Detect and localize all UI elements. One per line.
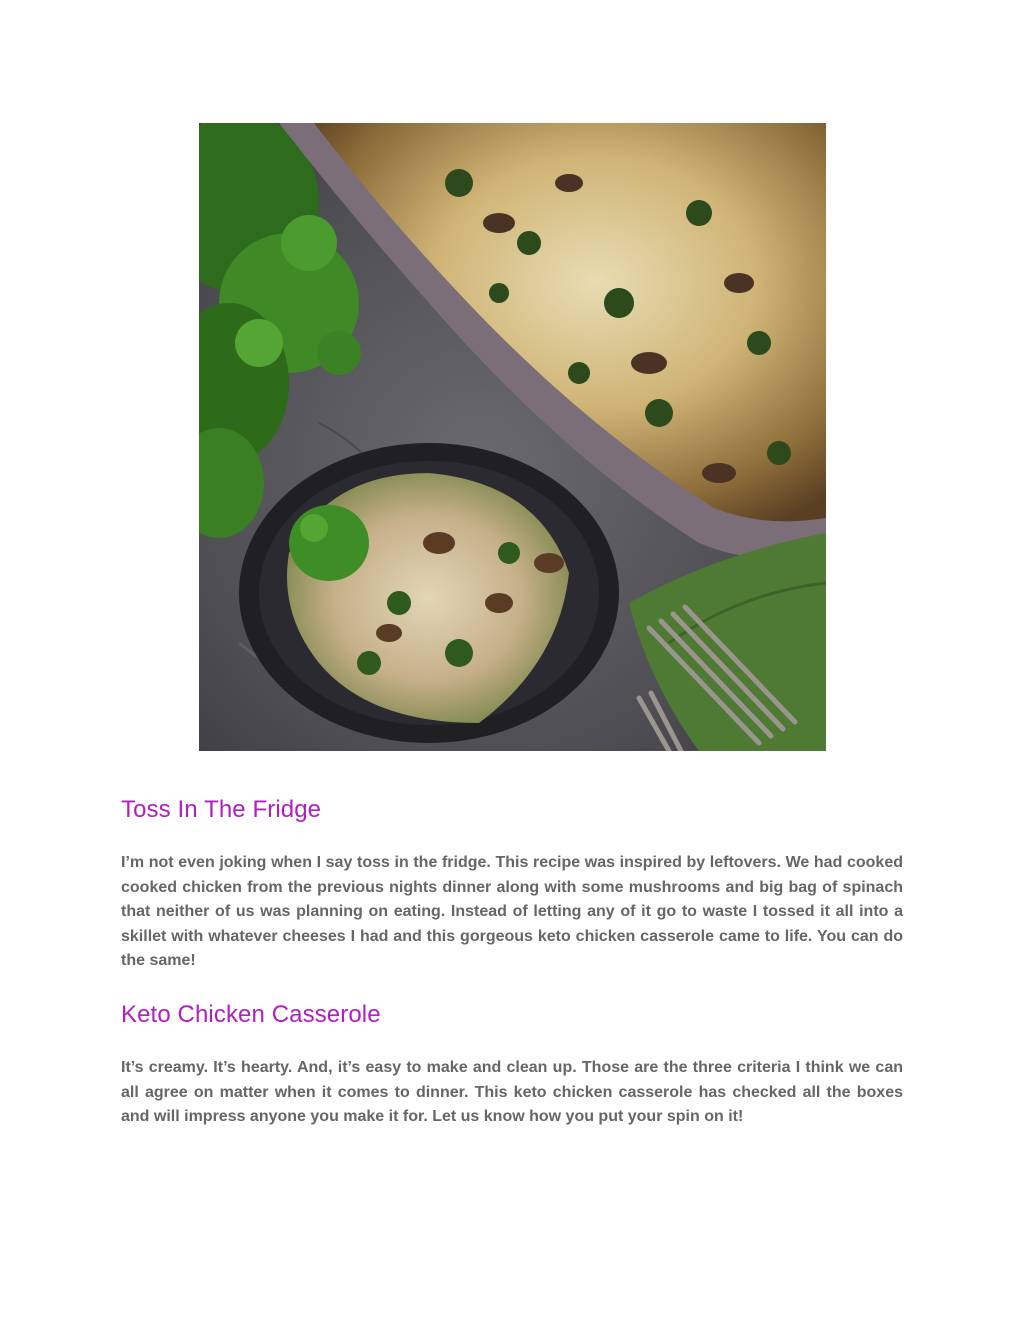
section-heading: Toss In The Fridge bbox=[121, 796, 322, 823]
casserole-photo bbox=[199, 123, 826, 751]
section-heading: Keto Chicken Casserole bbox=[121, 1001, 381, 1028]
section-body: I’m not even joking when I say toss in the fridge. This recipe was inspired by leftovers. We had cooked cooked chicken from the previous nights dinner along with some mushrooms and big bag of spinach that neither of us was planning on eating. Instead of letting any of it go to waste I tossed it all into a skillet with whatever cheeses I had and this gorgeous keto chicken casserole came to life. You can do the same! bbox=[121, 854, 903, 969]
serving-plate bbox=[239, 443, 619, 743]
casserole-illustration bbox=[199, 123, 826, 751]
section-body: It’s creamy. It’s hearty. And, it’s easy to make and clean up. Those are the three criteria I think we can all agree on matter when it comes to dinner. This keto chicken casserole has checked all the boxes and will impress anyone you make it for. Let us know how you put your spin on it! bbox=[121, 1059, 903, 1125]
